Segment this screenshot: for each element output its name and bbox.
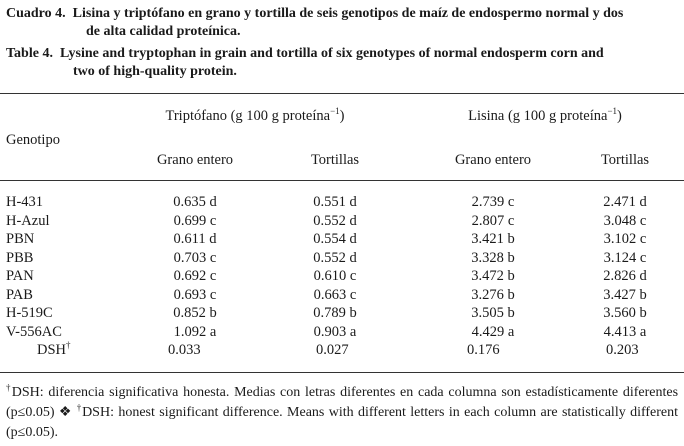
header-rule xyxy=(0,180,684,181)
cell-trp-grain: 0.611 d xyxy=(173,231,217,247)
cell-genotype: H-Azul xyxy=(6,212,50,229)
cell-trp-grain: 1.092 a xyxy=(173,323,217,340)
header-trp-tortilla: Tortillas xyxy=(310,152,360,168)
bottom-rule xyxy=(0,372,684,373)
caption-en-line2: two of high-quality protein. xyxy=(73,64,237,79)
cell-genotype: H-431 xyxy=(6,194,44,210)
cell-genotype: PBN xyxy=(6,231,35,247)
cell-lys-grain: 3.421 b xyxy=(471,231,515,247)
cell-genotype: PBB xyxy=(6,249,34,266)
cell-lys-grain: 2.739 c xyxy=(471,194,515,210)
cell-trp-tortilla: 0.903 a xyxy=(313,323,357,340)
cell-trp-tortilla: 0.027 xyxy=(316,342,349,358)
caption-en-label: Table 4. xyxy=(6,46,53,61)
cell-lys-grain: 3.328 b xyxy=(471,249,515,266)
footnote xyxy=(6,383,678,443)
caption-en-line1: Lysine and tryptophan in grain and tortilla of six genotypes of normal endosperm corn and xyxy=(59,46,604,61)
header-lys-grain: Grano entero xyxy=(454,152,532,168)
cell-trp-grain: 0.033 xyxy=(168,342,201,358)
cell-lys-grain: 4.429 a xyxy=(471,323,515,340)
cell-lys-tortilla: 3.124 c xyxy=(603,249,647,266)
header-tryptophan: Triptófano (g 100 g proteína$^{-1}$) xyxy=(165,106,345,124)
caption-es-label: Cuadro 4. xyxy=(6,6,66,21)
cell-trp-grain: 0.693 c xyxy=(173,286,217,303)
cell-lys-tortilla: 3.048 c xyxy=(603,212,647,229)
cell-trp-grain: 0.699 c xyxy=(173,212,217,229)
caption-en xyxy=(6,45,604,63)
cell-lys-grain: 2.807 c xyxy=(471,212,515,229)
cell-trp-tortilla: 0.551 d xyxy=(313,194,357,210)
caption-es-line1: Lisina y triptófano en grano y tortilla de seis genotipos de maíz de endospermo normal y dos xyxy=(72,6,624,21)
cell-lys-tortilla: 3.427 b xyxy=(603,286,647,303)
cell-trp-tortilla: 0.552 d xyxy=(313,249,357,266)
cell-lys-tortilla: 3.560 b xyxy=(603,305,647,321)
cell-trp-grain: 0.852 b xyxy=(173,305,217,321)
cell-lys-tortilla: 4.413 a xyxy=(603,323,647,340)
top-rule xyxy=(0,93,684,94)
cell-trp-tortilla: 0.663 c xyxy=(313,286,357,303)
footnote-dagger: † xyxy=(6,382,12,393)
cell-lys-tortilla: 2.471 d xyxy=(603,194,647,210)
cell-genotype: H-519C xyxy=(6,305,53,321)
cell-trp-grain: 0.703 c xyxy=(173,249,217,266)
cell-lys-grain: 3.505 b xyxy=(471,305,515,321)
header-lysine: Lisina (g 100 g proteína$^{-1}$) xyxy=(468,106,622,124)
cell-trp-grain: 0.692 c xyxy=(173,268,217,284)
cell-lys-grain: 3.276 b xyxy=(471,286,515,303)
cell-genotype: V-556AC xyxy=(6,323,62,340)
cell-genotype: PAN xyxy=(6,268,34,284)
cell-trp-tortilla: 0.789 b xyxy=(313,305,357,321)
footnote-es: DSH: diferencia significativa honesta. Medias con letras diferentes en cada columna son estadísticamente diferentes (p≤0.05) xyxy=(6,385,679,420)
cell-trp-tortilla: 0.610 c xyxy=(313,268,357,284)
cell-trp-grain: 0.635 d xyxy=(173,194,217,210)
cell-lys-grain: 3.472 b xyxy=(471,268,515,284)
header-lys-tortilla: Tortillas xyxy=(600,152,650,168)
cell-genotype: PAB xyxy=(6,286,33,303)
caption-es-line2: de alta calidad proteínica. xyxy=(86,24,241,39)
footnote-dagger-en: † xyxy=(76,402,83,413)
cell-lys-tortilla: 3.102 c xyxy=(603,231,647,247)
footnote-en: DSH: honest significant difference. Means with different letters in each column are statistically different (p≤0.05). xyxy=(6,405,679,440)
cell-lys-grain: 0.176 xyxy=(467,342,500,358)
cell-trp-tortilla: 0.554 d xyxy=(313,231,357,247)
cell-trp-tortilla: 0.552 d xyxy=(313,212,357,229)
cell-lys-tortilla: 2.826 d xyxy=(603,268,647,284)
cell-dsh-label: DSH† xyxy=(37,340,71,358)
header-genotype: Genotipo xyxy=(6,132,60,148)
header-trp-grain: Grano entero xyxy=(156,152,234,168)
footnote-separator: ❖ xyxy=(58,405,73,420)
caption-es xyxy=(6,5,623,23)
cell-lys-tortilla: 0.203 xyxy=(606,342,639,358)
